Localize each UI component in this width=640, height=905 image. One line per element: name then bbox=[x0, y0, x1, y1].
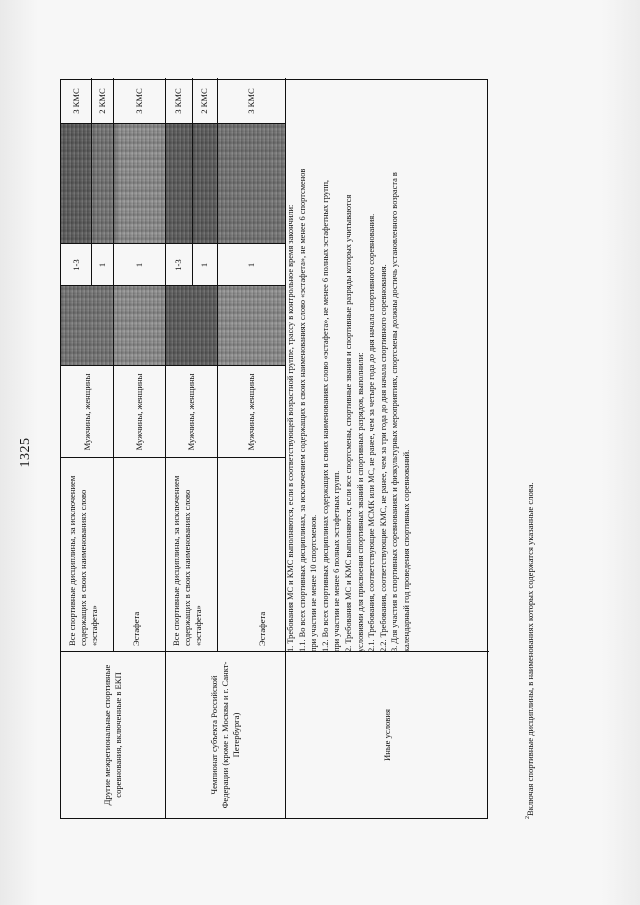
condition-line: при участии не менее 6 полных эстафетных групп. bbox=[332, 470, 342, 652]
condition-line: 1. Требования МС и КМС выполняются, если в соответствующей возрастной группе, трассу в контрольное время закончили: bbox=[286, 204, 295, 652]
competition-category: Чемпионат субъекта Российской Федерации (кроме г. Москвы и г. Санкт-Петербурга) bbox=[208, 661, 241, 809]
grid-line bbox=[113, 78, 114, 652]
discipline-cell: Все спортивные дисциплины, за исключением содержащих в своих наименованиях слово «эстафета» bbox=[67, 475, 99, 646]
shaded-cell bbox=[217, 124, 285, 244]
grid-line bbox=[217, 78, 218, 652]
discipline-cell: Все спортивные дисциплины, за исключением содержащих в своих наименованиях слово «эстафета» bbox=[171, 475, 203, 646]
qualification-table bbox=[60, 79, 488, 819]
gender-cell: Мужчины, женщины bbox=[133, 373, 144, 451]
other-conditions-label: Иные условия bbox=[381, 709, 392, 761]
footnote-text: Включая спортивные дисциплины, в наименованиях которых содержатся указанные слова. bbox=[525, 482, 535, 816]
page-number: 1325 bbox=[18, 437, 33, 468]
shaded-cell bbox=[217, 286, 285, 366]
rank-cell: 2 КМС bbox=[96, 88, 107, 114]
shaded-cell bbox=[165, 286, 217, 366]
condition-line: 2.2. Требования, соответствующие КМС, не ранее, чем за три года до дня начала спортивного соревнования. bbox=[378, 264, 388, 652]
condition-line: при участии не менее 10 спортсменов. bbox=[309, 514, 319, 652]
shaded-cell bbox=[117, 124, 165, 244]
place-cell: 1 bbox=[245, 262, 256, 268]
condition-line: 2.1. Требования, соответствующие МСМК или МС, не ранее, чем за четыре года до дня начала спортивного соревнования. bbox=[367, 213, 377, 652]
place-cell: 1 bbox=[96, 262, 107, 268]
shaded-cell bbox=[61, 286, 113, 366]
place-cell: 1 bbox=[199, 262, 209, 268]
gender-cell: Мужчины, женщины bbox=[245, 373, 256, 451]
qualification-table-sheet bbox=[60, 79, 488, 819]
place-cell: 1-3 bbox=[70, 259, 81, 271]
discipline-cell: Эстафета bbox=[257, 611, 267, 646]
gender-cell: Мужчины, женщины bbox=[185, 373, 196, 451]
place-cell: 1-3 bbox=[173, 259, 183, 271]
competition-category: Другие межрегиональные спортивные соревнования, включенные в ЕКП bbox=[102, 664, 123, 806]
condition-line: 1.2. Во всех спортивных дисциплинах содержащих в своих наименованиях слово «эстафета», не менее 6 полных эстафетных групп, bbox=[320, 179, 330, 652]
discipline-cell: Эстафета bbox=[131, 611, 141, 646]
place-cell: 1 bbox=[133, 262, 144, 268]
rank-cell: 3 КМС bbox=[70, 88, 81, 114]
rank-cell: 3 КМС bbox=[173, 88, 183, 114]
condition-line: условиями для присвоения спортивных званий и спортивных разрядов, выполнили: bbox=[355, 352, 365, 652]
footnote bbox=[525, 482, 535, 819]
gender-cell: Мужчины, женщины bbox=[81, 373, 92, 451]
condition-line: 2. Требования МС и КМС выполняются, если все спортсмены, спортивные звания и спортивные разряды которых учитываются bbox=[343, 194, 353, 652]
condition-line: календарный год проведения спортивных соревнований. bbox=[401, 449, 411, 652]
shaded-cell bbox=[165, 124, 217, 244]
rank-cell: 2 КМС bbox=[199, 88, 209, 114]
rank-cell: 3 КМС bbox=[245, 88, 256, 114]
condition-line: 3. Для участия в спортивных соревнованиях и физкультурных мероприятиях, спортсмены должны достичь установленного возраста в bbox=[390, 172, 400, 652]
grid-line bbox=[61, 457, 285, 458]
condition-line: 1.1. Во всех спортивных дисциплинах, за исключением содержащих в своих наименованиях слово «эстафета», не менее 6 спортсменов bbox=[297, 168, 307, 652]
shaded-cell bbox=[61, 124, 91, 244]
shaded-cell bbox=[113, 286, 165, 366]
other-conditions-text bbox=[285, 82, 485, 652]
footnote-marker: 2 bbox=[525, 816, 532, 819]
rank-cell: 3 КМС bbox=[133, 88, 144, 114]
grid-line bbox=[61, 365, 285, 366]
